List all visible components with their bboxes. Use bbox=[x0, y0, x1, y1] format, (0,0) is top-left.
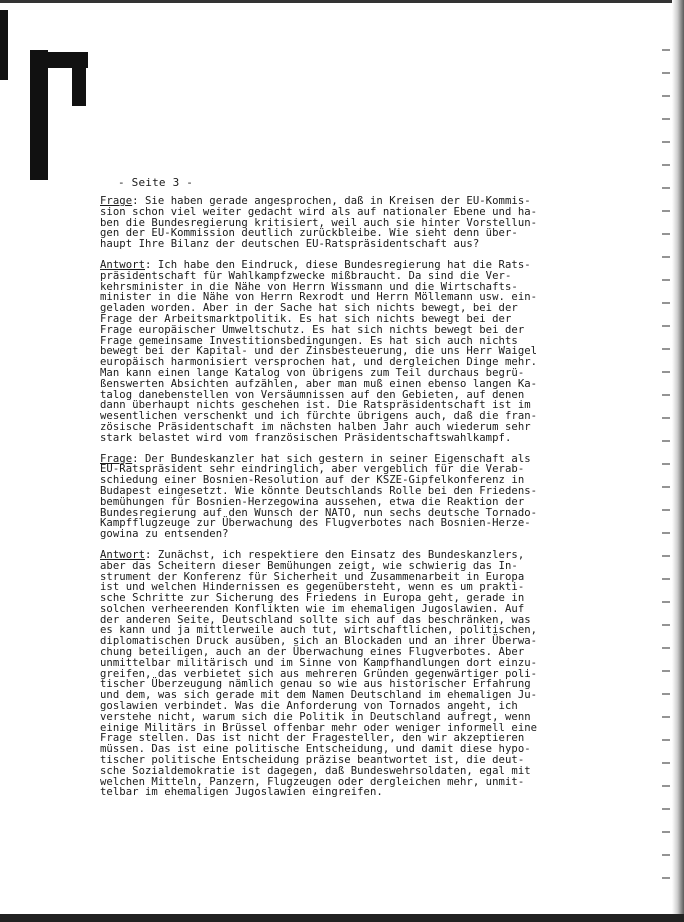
answer-label: Antwort bbox=[100, 548, 145, 561]
scan-right-edge bbox=[672, 0, 684, 922]
question-label: Frage bbox=[100, 452, 133, 465]
scan-top-edge bbox=[0, 0, 684, 3]
answer-label: Antwort bbox=[100, 258, 145, 271]
scan-noise-column bbox=[662, 40, 670, 900]
question-paragraph: Frage: Sie haben gerade angesprochen, daß in Kreisen der EU-Kommis- sion schon viel weiter gedacht wird als auf nationaler Ebene und ha- ben die Bundesregierung kritisiert, weil auch sie hinter Vorstellun- gen der EU-Kommission deutlich zurückbleibe. Wie sieht denn über- haupt Ihre Bilanz der deutschen EU-Ratspräsidentschaft aus? bbox=[100, 195, 538, 251]
scan-left-mark bbox=[0, 10, 8, 80]
scan-bottom-edge bbox=[0, 914, 684, 922]
page-number: - Seite 3 - bbox=[118, 176, 194, 189]
question-label: Frage bbox=[100, 195, 133, 207]
interview-text bbox=[100, 196, 594, 808]
question-paragraph: Frage: Der Bundeskanzler hat sich gestern in seiner Eigenschaft als EU-Ratspräsident sehr eindringlich, aber vergeblich für die Verab- schiedung einer Bosnien-Resolution auf der KSZE-Gipfelkonferenz in Budapest eingesetzt. Wie könnte Deutschlands Rolle bei den Friedens- bemühungen für Bosnien-Herzegowina aussehen, etwa die Reaktion der Bundesregierung auf den Wunsch der NATO, nun sechs deutsche Tornado- Kampfflugzeuge zur Überwachung des Flugverbotes nach Bosnien-Herze- gowina zu entsenden? bbox=[100, 452, 538, 541]
answer-paragraph: Antwort: Ich habe den Eindruck, diese Bundesregierung hat die Rats- präsidentschaft für Wahlkampfzwecke mißbraucht. Da sind die Ver- kehrsminister in die Nähe von Herrn Wissmann und die Wirtschafts- minister in die Nähe von Herrn Rexrodt und Herrn Möllemann usw. ein- geladen worden. Aber in der Sache hat sich nichts bewegt, bei der Frage der Arbeitsmarktpolitik. Es hat sich nichts bewegt bei der Frage europäischer Umweltschutz. Es hat sich nichts bewegt bei der Frage gemeinsame Investitionsbedingungen. Es hat sich auch nichts bewegt bei der Kapital- und der Zinsbesteuerung, die uns Herr Waigel europäisch harmonisiert versprochen hat, und dergleichen Dinge mehr. Man kann einen lange Katalog von übrigens zum Teil durchaus begrü- ßenswerten Absichten aufzählen, aber man muß einen ebenso langen Ka- talog danebenstellen von Versäumnissen auf den Gebieten, auf denen dann überhaupt nichts geschehen ist. Die Ratspräsidentschaft ist im wesentlichen verschenkt und ich fürchte übrigens auch, daß die fran- zösische Präsidentschaft im nächsten halben Jahr auch wiederum sehr stark belastet wird vom französischen Präsidentschaftswahlkampf. bbox=[100, 258, 538, 444]
answer-paragraph: Antwort: Zunächst, ich respektiere den Einsatz des Bundeskanzlers, aber das Scheitern dieser Bemühungen zeigt, wie schwierig das In- strument der Konferenz für Sicherheit und Zusammenarbeit in Europa ist und welchen Hindernissen es gegenübersteht, wenn es um prakti- sche Schritte zur Sicherung des Friedens in Europa geht, gerade in solchen verheerenden Konflikten wie im ehemaligen Jugoslawien. Auf der anderen Seite, Deutschland sollte sich auf das beschränken, was es kann und ja mittlerweile auch tut, wirtschaftlichen, politischen, diplomatischen Druck ausüben, sich an Blockaden und an ihrer Überwa- chung beteiligen, auch an der Überwachung eines Flugverbotes. Aber unmittelbar militärisch und im Sinne von Kampfhandlungen dort einzu- greifen, das verbietet sich aus mehreren Gründen gegenwärtiger poli- tischer Überzeugung nämlich genau so wie aus historischer Erfahrung und dem, was sich gerade mit dem Namen Deutschland im ehemaligen Ju- goslawien verbindet. Was die Anforderung von Tornados angeht, ich verstehe nicht, warum sich die Politik in Deutschland aufregt, wenn einige Militärs in Brüssel offenbar mehr oder weniger informell eine Frage stellen. Das ist nicht der Fragesteller, den wir akzeptieren müssen. Das ist eine politische Entscheidung, und damit diese hypo- tischer politische Entscheidung präzise beantwortet ist, die deut- sche Sozialdemokratie ist dagegen, daß Bundeswehrsoldaten, egal mit welchen Mitteln, Panzern, Flugzeugen oder dergleichen mehr, unmit- telbar im ehemaligen Jugoslawien eingreifen. bbox=[100, 548, 538, 799]
scan-corner-mark bbox=[30, 50, 48, 180]
scan-corner-mark bbox=[72, 60, 86, 106]
